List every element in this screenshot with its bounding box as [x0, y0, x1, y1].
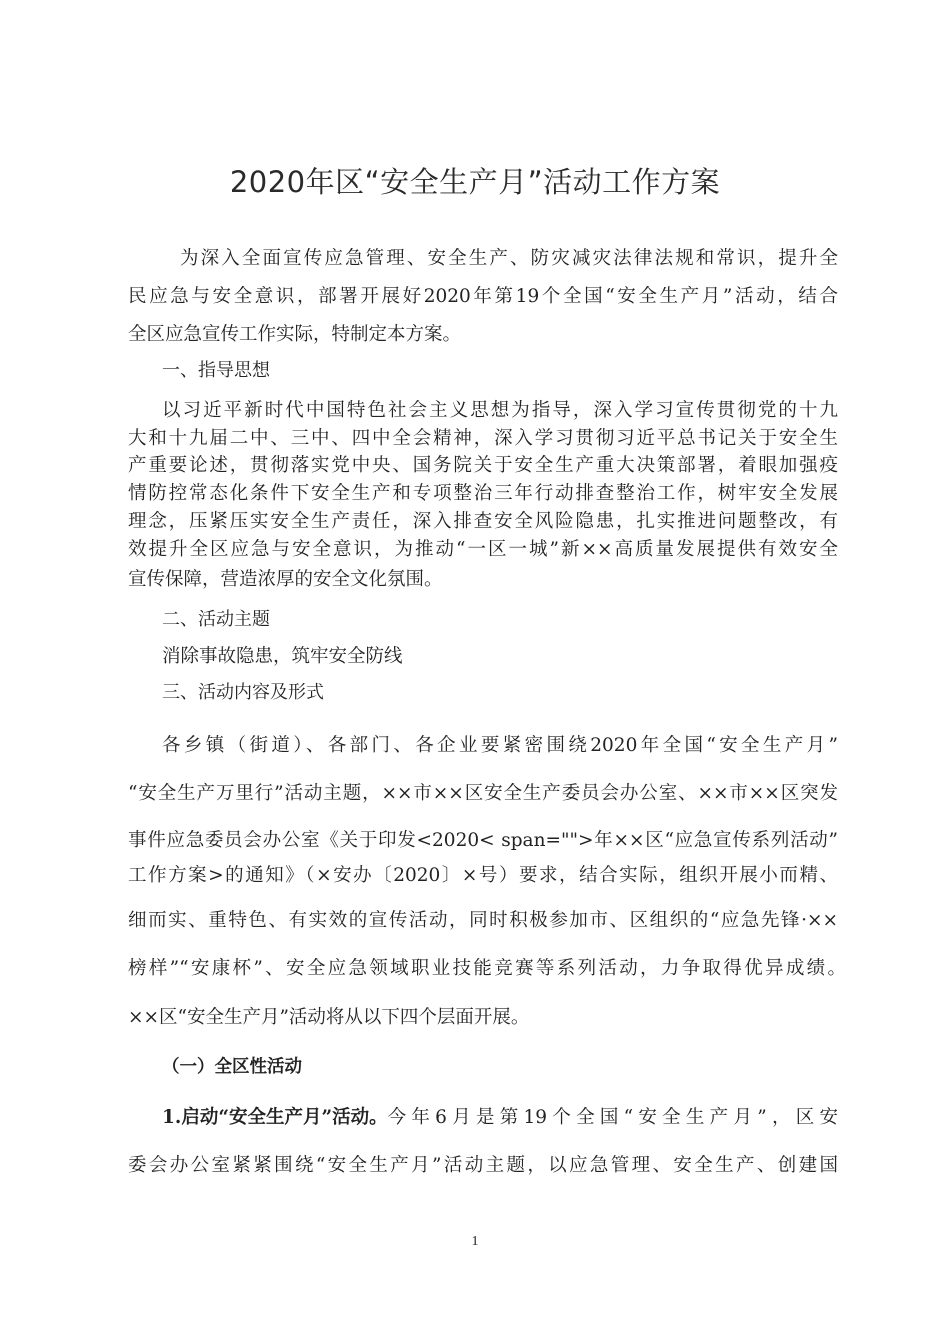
item-1-line-2: 委会办公室紧紧围绕“安全生产月”活动主题，以应急管理、安全生产、创建国 [128, 1155, 838, 1176]
page-number: 1 [471, 1234, 479, 1249]
section-2-text: 消除事故隐患，筑牢安全防线 [162, 646, 403, 667]
item-1-line-1 [162, 1109, 838, 1128]
section-1-heading: 一、指导思想 [162, 360, 270, 381]
subsection-1-heading: （一）全区性活动 [162, 1057, 302, 1077]
section-3-line-6: 榜样”“安康杯”、安全应急领域职业技能竞赛等系列活动，力争取得优异成绩。 [128, 958, 846, 979]
intro-line-2: 民应急与安全意识，部署开展好2020年第19个全国“安全生产月”活动，结合 [128, 286, 838, 307]
section-3-line-4: 工作方案>的通知》（×安办〔2020〕×号）要求，结合实际，组织开展小而精、 [128, 865, 838, 886]
item-1-title: 1.启动“安全生产月”活动。 [162, 1107, 388, 1128]
section-1-line-7: 宣传保障，营造浓厚的安全文化氛围。 [128, 569, 443, 590]
section-1-line-1: 以习近平新时代中国特色社会主义思想为指导，深入学习宣传贯彻党的十九 [162, 400, 838, 421]
section-3-line-1: 各乡镇（街道）、各部门、各企业要紧密围绕2020年全国“安全生产月” [162, 735, 838, 756]
section-3-line-2: “安全生产万里行”活动主题，××市××区安全生产委员会办公室、××市××区突发 [128, 783, 838, 804]
section-1-line-6: 效提升全区应急与安全意识，为推动“一区一城”新××高质量发展提供有效安全 [128, 539, 838, 560]
section-3-heading: 三、活动内容及形式 [162, 682, 324, 703]
item-1-text: 今年6月是第19个全国“安全生产月”，区安 [387, 1107, 838, 1128]
section-3-line-7: ××区“安全生产月”活动将从以下四个层面开展。 [128, 1007, 530, 1028]
section-3-line-5: 细而实、重特色、有实效的宣传活动，同时积极参加市、区组织的“应急先锋·×× [128, 910, 838, 931]
section-1-line-3: 产重要论述，贯彻落实党中央、国务院关于安全生产重大决策部署，着眼加强疫 [128, 455, 838, 476]
intro-line-1: 为深入全面宣传应急管理、安全生产、防灾减灾法律法规和常识，提升全 [180, 248, 838, 269]
section-1-line-5: 理念，压紧压实安全生产责任，深入排查安全风险隐患，扎实推进问题整改，有 [128, 511, 838, 532]
section-2-heading: 二、活动主题 [162, 609, 270, 630]
section-1-line-4: 情防控常态化条件下安全生产和专项整治三年行动排查整治工作，树牢安全发展 [128, 483, 838, 504]
document-title: 2020年区“安全生产月”活动工作方案 [229, 165, 721, 199]
intro-line-3: 全区应急宣传工作实际，特制定本方案。 [128, 324, 462, 345]
section-1-line-2: 大和十九届二中、三中、四中全会精神，深入学习贯彻习近平总书记关于安全生 [128, 428, 838, 449]
section-3-line-3: 事件应急委员会办公室《关于印发<2020< span="">年××区“应急宣传系列活动” [128, 830, 838, 851]
